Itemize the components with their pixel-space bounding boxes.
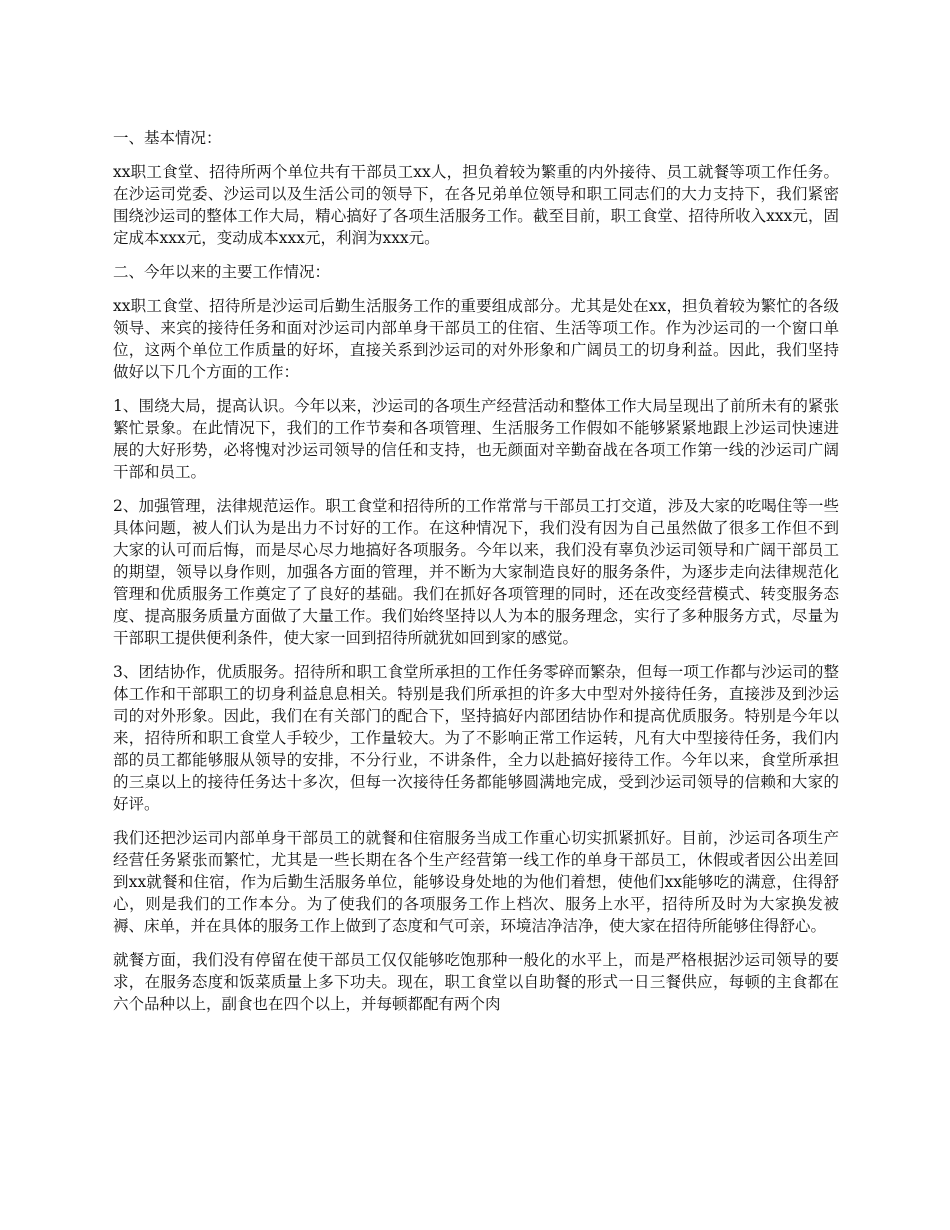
paragraph-item-3: 3、团结协作，优质服务。招待所和职工食堂所承担的工作任务零碎而繁杂，但每一项工作都与沙运司的整体工作和干部职工的切身利益息息相关。特别是我们所承担的许多大中型对外接待任务，直接涉及到沙运司的对外形象。因此，我们在有关部门的配合下，坚持搞好内部团结协作和提高优质服务。特别是今年以来，招待所和职工食堂人手较少，工作量较大。为了不影响正常工作运转，凡有大中型接待任务，我们内部的员工都能够服从领导的安排，不分行业，不讲条件，全力以赴搞好接待工作。今年以来，食堂所承担的三桌以上的接待任务达十多次，但每一次接待任务都能够圆满地完成，受到沙运司领导的信赖和大家的好评。 [113,663,839,813]
paragraph-overview: xx职工食堂、招待所两个单位共有干部员工xx人，担负着较为繁重的内外接待、员工就餐等项工作任务。在沙运司党委、沙运司以及生活公司的领导下，在各兄弟单位领导和职工同志们的大力支持下，我们紧密围绕沙运司的整体工作大局，精心搞好了各项生活服务工作。截至目前，职工食堂、招待所收入xxx元，固定成本xxx元，变动成本xxx元，利润为xxx元。 [113,163,839,247]
paragraph-item-2: 2、加强管理，法律规范运作。职工食堂和招待所的工作常常与干部员工打交道，涉及大家的吃喝住等一些具体问题，被人们认为是出力不讨好的工作。在这种情况下，我们没有因为自己虽然做了很多工作但不到大家的认可而后悔，而是尽心尽力地搞好各项服务。今年以来，我们没有辜负沙运司领导和广阔干部员工的期望，领导以身作则，加强各方面的管理，并不断为大家制造良好的服务条件，为逐步走向法律规范化管理和优质服务工作奠定了了良好的基础。我们在抓好各项管理的同时，还在改变经营模式、转变服务态度、提高服务质量方面做了大量工作。我们始终坚持以人为本的服务理念，实行了多种服务方式，尽量为干部职工提供便利条件，使大家一回到招待所就犹如回到家的感觉。 [113,497,839,647]
document-body [113,127,839,1027]
paragraph-item-1: 1、围绕大局，提高认识。今年以来，沙运司的各项生产经营活动和整体工作大局呈现出了前所未有的紧张繁忙景象。在此情况下，我们的工作节奏和各项管理、生活服务工作假如不能够紧紧地跟上沙运司快速进展的大好形势，必将愧对沙运司领导的信任和支持，也无颜面对辛勤奋战在各项工作第一线的沙运司广阔干部和员工。 [113,397,839,481]
paragraph-accommodation: 我们还把沙运司内部单身干部员工的就餐和住宿服务当成工作重心切实抓紧抓好。目前，沙运司各项生产经营任务紧张而繁忙，尤其是一些长期在各个生产经营第一线工作的单身干部员工，休假或者因公出差回到xx就餐和住宿，作为后勤生活服务单位，能够设身处地的为他们着想，使他们xx能够吃的满意，住得舒心，则是我们的工作本分。为了使我们的各项服务工作上档次、服务上水平，招待所及时为大家换发被褥、床单，并在具体的服务工作上做到了态度和气可亲，环境洁净洁净，使大家在招待所能够住得舒心。 [113,829,839,935]
paragraph-dining: 就餐方面，我们没有停留在使干部员工仅仅能够吃饱那种一般化的水平上，而是严格根据沙运司领导的要求，在服务态度和饭菜质量上多下功夫。现在，职工食堂以自助餐的形式一日三餐供应，每顿的主食都在六个品种以上，副食也在四个以上，并每顿都配有两个肉 [113,951,839,1013]
section-heading-main-work: 二、今年以来的主要工作情况： [113,263,331,281]
paragraph-main-work-intro: xx职工食堂、招待所是沙运司后勤生活服务工作的重要组成部分。尤其是处在xx，担负着较为繁忙的各级领导、来宾的接待任务和面对沙运司内部单身干部员工的住宿、生活等项工作。作为沙运司的一个窗口单位，这两个单位工作质量的好坏，直接关系到沙运司的对外形象和广阔员工的切身利益。因此，我们坚持做好以下几个方面的工作： [113,297,839,381]
section-heading-basic-situation: 一、基本情况： [113,129,222,147]
